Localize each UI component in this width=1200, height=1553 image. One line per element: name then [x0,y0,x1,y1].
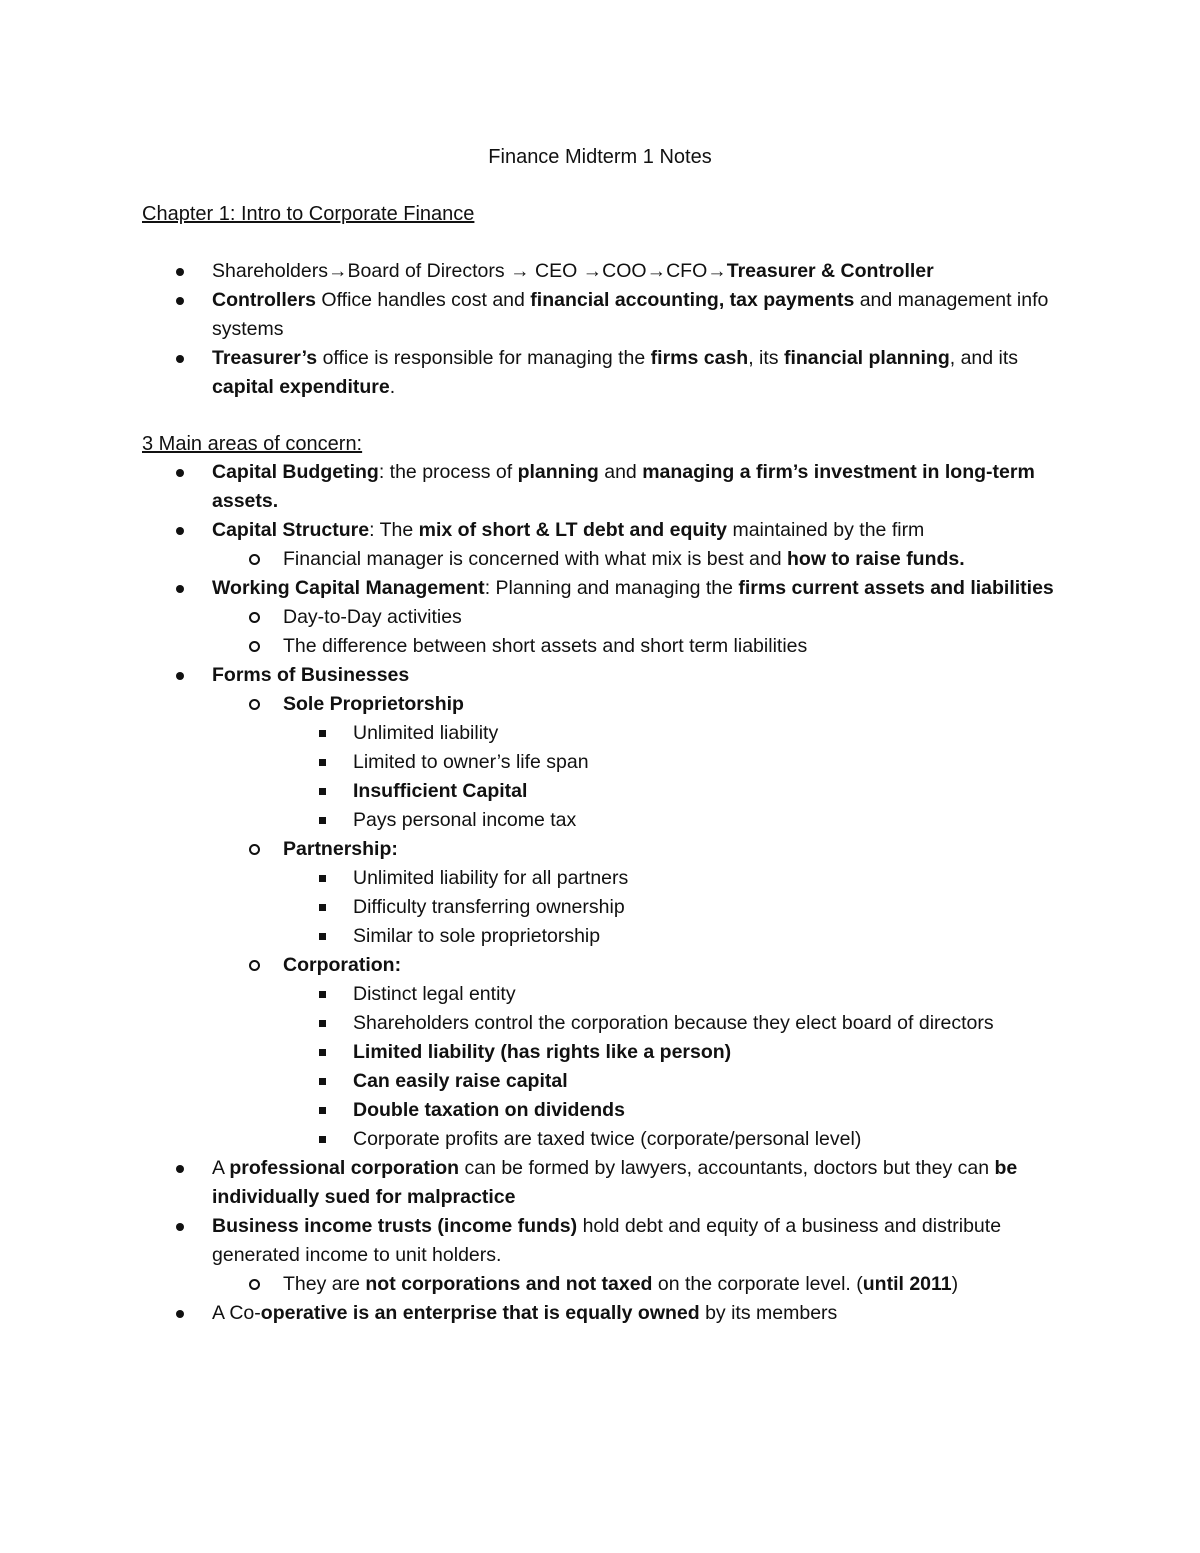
list-item-professional-corp [0,1154,1072,1212]
list-item-capital-budgeting [0,458,1072,516]
bullet-icon [314,922,330,951]
list-item-sole-detail [0,777,1073,806]
it-bold-1: Business income trusts (income funds) [212,1215,578,1237]
bullet-icon [314,893,330,922]
bullet-icon [246,835,262,864]
wc-bold-1: Working Capital Management [212,577,485,599]
list-item-corporation-detail [0,1096,1073,1125]
it-text-1: hold debt and equity of a business and distribute generated income to unit holders. [212,1215,1002,1266]
bullet-icon [314,1067,330,1096]
sole-item-4: Pays personal income tax [353,809,577,831]
treasurer-text-4: . [389,376,396,398]
bullet-icon [314,1096,330,1125]
cs-sub-bold: how to raise funds. [787,548,965,570]
coop-bold-1: operative is an enterprise that is equally owned [260,1302,700,1324]
bullet-icon [314,980,330,1009]
bullet-icon [314,1038,330,1067]
list-item-partnership [0,835,1073,864]
list-item-sole-detail [0,748,1073,777]
bullet-icon [172,516,188,545]
list-item-sole-detail [0,719,1073,748]
corporation-item-5: Double taxation on dividends [353,1099,625,1121]
bullet-icon [172,344,188,373]
treasurer-text-1: office is responsible for managing the [317,347,651,369]
coop-text-2: by its members [699,1302,838,1324]
wc-sub-1: Day-to-Day activities [283,606,462,628]
sole-label: Sole Proprietorship [283,693,464,715]
wc-bold-2: firms current assets and liabilities [738,577,1054,599]
wc-sub-2: The difference between short assets and short term liabilities [283,635,808,657]
cs-bold-1: Capital Structure [212,519,370,541]
forms-label: Forms of Businesses [212,664,410,686]
list-item-income-trusts-sub [0,1270,1073,1299]
list-item-treasurer [0,344,1072,402]
list-item-sole-detail [0,806,1073,835]
cs-bold-2: mix of short & LT debt and equity [418,519,728,541]
arrow-icon: → [707,260,727,282]
it-sub-text-1: They are [283,1273,366,1295]
wc-text-1: : Planning and managing the [484,577,739,599]
it-sub-text-3: ) [951,1273,959,1295]
corporation-item-3: Limited liability (has rights like a person) [353,1041,732,1063]
bullet-icon [314,748,330,777]
sole-item-2: Limited to owner’s life span [353,751,589,773]
treasurer-bold-2: firms cash [650,347,749,369]
bullet-icon [246,951,262,980]
sole-item-3: Insufficient Capital [353,780,528,802]
bullet-icon [172,286,188,315]
list-item-sole [0,690,1073,719]
pc-text-2: can be formed by lawyers, accountants, doctors but they can [459,1157,995,1179]
list-item-working-capital-sub-2 [0,632,1073,661]
pc-bold-1: professional corporation [229,1157,460,1179]
treasurer-text-2: , its [748,347,784,369]
list-item-partnership-detail [0,864,1073,893]
list-item-corporation-detail [0,1125,1073,1154]
bullet-icon [314,719,330,748]
arrow-icon: → [646,260,667,282]
it-sub-bold-1: not corporations and not taxed [365,1273,653,1295]
list-item-capital-structure [0,516,1072,545]
treasurer-text-3: , and its [949,347,1019,369]
org-ceo: CEO [529,260,583,282]
bullet-icon [314,1009,330,1038]
bullet-icon [172,257,188,286]
list-item-corporation-detail [0,1009,1073,1038]
bullet-icon [172,1212,188,1241]
list-item-controllers [0,286,1072,344]
arrow-icon: → [328,260,348,282]
bullet-icon [246,1270,262,1299]
cb-text-2: and [598,461,643,483]
cs-text-2: maintained by the firm [727,519,925,541]
list-item-org-chain [0,257,1072,286]
bullet-icon [246,632,262,661]
org-coo: COO [602,260,647,282]
list-item-corporation [0,951,1073,980]
controllers-text-2: and management info systems [212,289,1049,340]
chapter-bullet-list [0,257,1200,402]
list-item-working-capital [0,574,1072,603]
coop-text-1: A Co- [212,1302,261,1324]
it-sub-bold-2: until 2011 [862,1273,952,1295]
org-treasurer-controller: Treasurer & Controller [726,260,934,282]
arrow-icon: → [582,260,603,282]
list-item-partnership-detail [0,893,1073,922]
bullet-icon [172,574,188,603]
cb-bold-3: managing a firm’s investment in long-term assets. [212,461,1035,512]
bullet-icon [246,690,262,719]
list-item-corporation-detail [0,1067,1073,1096]
list-item-cooperative [0,1299,1072,1328]
partnership-item-1: Unlimited liability for all partners [353,867,629,889]
partnership-item-2: Difficulty transferring ownership [353,896,625,918]
org-cfo: CFO [666,260,708,282]
list-item-working-capital-sub-1 [0,603,1073,632]
it-sub-text-2: on the corporate level. ( [652,1273,863,1295]
bullet-icon [246,545,262,574]
corporation-item-2: Shareholders control the corporation because they elect board of directors [353,1012,994,1034]
bullet-icon [172,1299,188,1328]
bullet-icon [314,1125,330,1154]
cb-bold-2: planning [517,461,599,483]
list-item-partnership-detail [0,922,1073,951]
corporation-label: Corporation: [283,954,402,976]
list-item-capital-structure-sub [0,545,1073,574]
corporation-item-6: Corporate profits are taxed twice (corporate/personal level) [353,1128,862,1150]
pc-text-1: A [212,1157,230,1179]
cs-text-1: : The [369,519,419,541]
bullet-icon [314,806,330,835]
cs-sub-text: Financial manager is concerned with what mix is best and [283,548,787,570]
bullet-icon [172,458,188,487]
page-title: Finance Midterm 1 Notes [488,146,712,168]
cb-bold-1: Capital Budgeting [212,461,379,483]
treasurer-bold-3: financial planning [783,347,950,369]
bullet-icon [172,1154,188,1183]
corporation-item-1: Distinct legal entity [353,983,516,1005]
list-item-income-trusts [0,1212,1072,1270]
cb-text-1: : the process of [378,461,518,483]
treasurer-bold-4: capital expenditure [212,376,390,398]
org-board: Board of Directors [347,260,511,282]
sole-item-1: Unlimited liability [353,722,499,744]
controllers-text-1: Office handles cost and [316,289,531,311]
bullet-icon [314,777,330,806]
partnership-label: Partnership: [283,838,398,860]
list-item-corporation-detail [0,1038,1073,1067]
concerns-bullet-list [0,458,1200,1328]
list-item-forms [0,661,1072,690]
arrow-icon: → [510,260,530,282]
bullet-icon [314,864,330,893]
treasurer-bold-1: Treasurer’s [212,347,318,369]
org-shareholders: Shareholders [212,260,328,282]
controllers-bold-2: financial accounting, tax payments [530,289,855,311]
list-item-corporation-detail [0,980,1073,1009]
bullet-icon [172,661,188,690]
pc-bold-2: be individually sued for malpractice [212,1157,1018,1208]
bullet-icon [246,603,262,632]
chapter-heading: Chapter 1: Intro to Corporate Finance [142,203,475,225]
section-heading: 3 Main areas of concern: [142,433,363,455]
controllers-bold-1: Controllers [212,289,317,311]
corporation-item-4: Can easily raise capital [353,1070,568,1092]
partnership-item-3: Similar to sole proprietorship [353,925,601,947]
